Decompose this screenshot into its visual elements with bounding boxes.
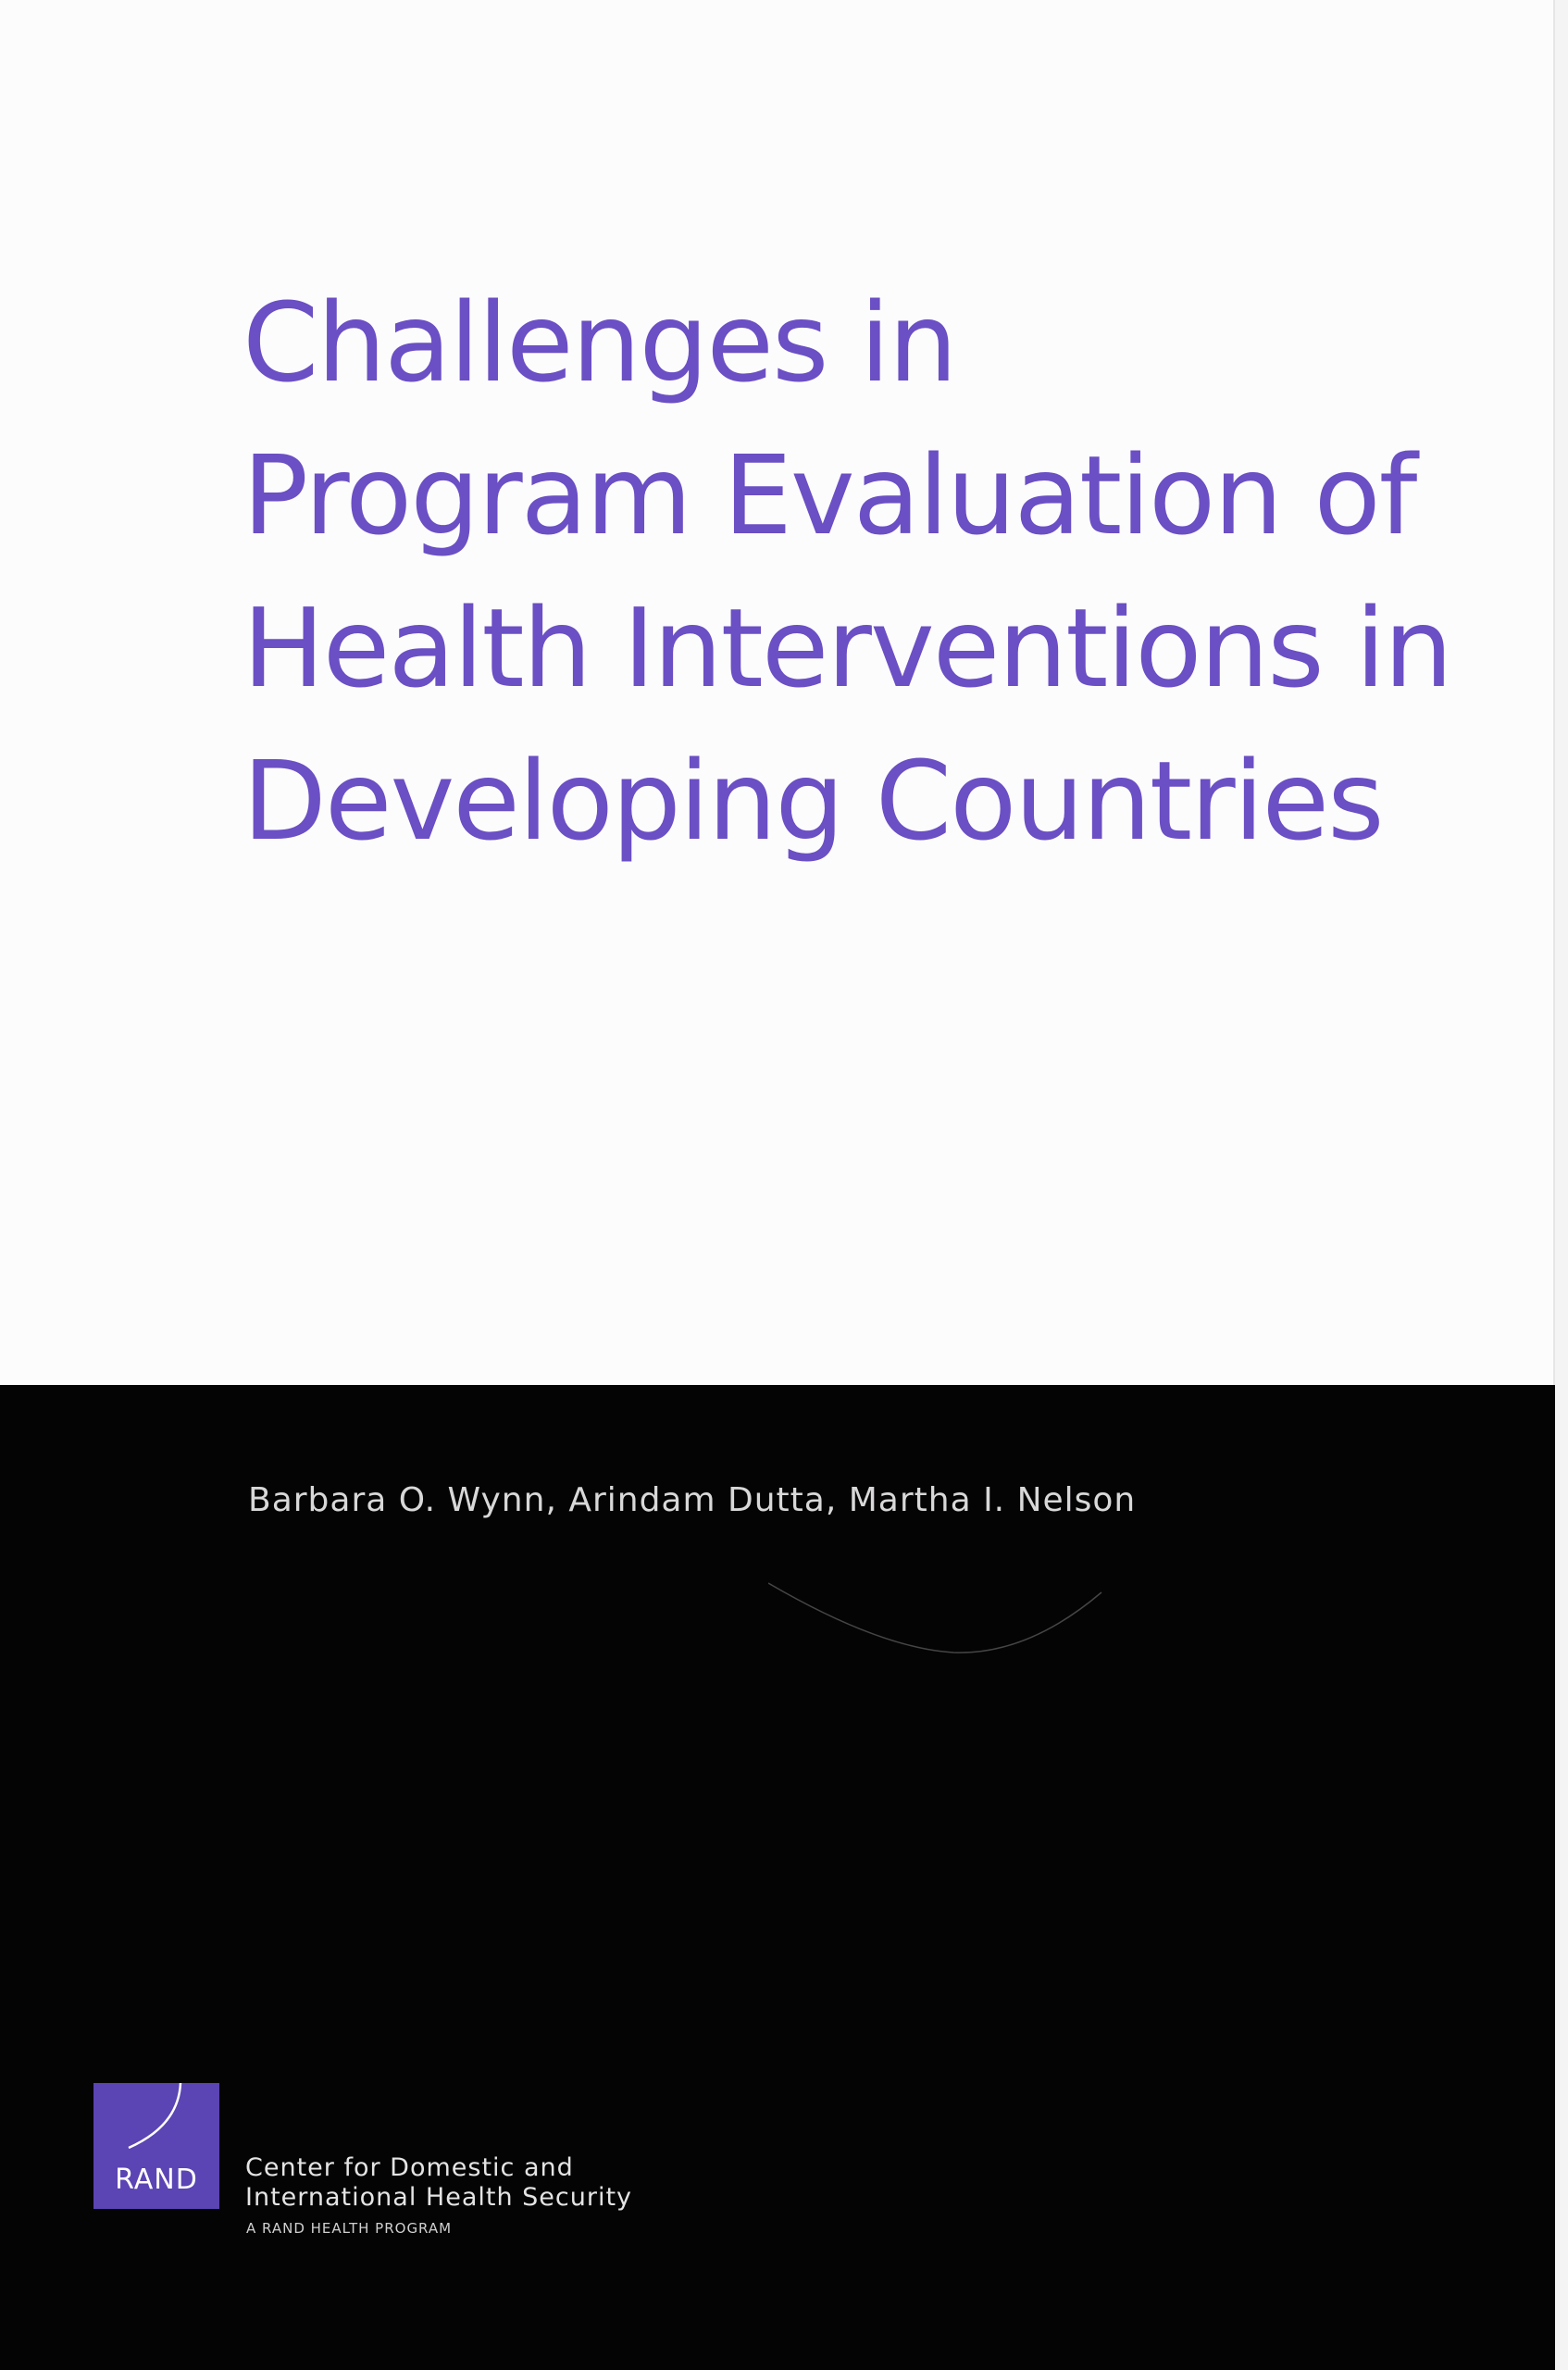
author-band [0, 1385, 1555, 2370]
page-edge [1553, 0, 1568, 2370]
center-line-2: International Health Security [245, 2183, 633, 2212]
scratch-mark [768, 1574, 1120, 1657]
title-line-1: Challenges in [243, 279, 956, 406]
center-line-1: Center for Domestic and [245, 2153, 574, 2182]
rand-logo-text: RAND [115, 2164, 198, 2196]
program-name: A RAND HEALTH PROGRAM [246, 2220, 453, 2237]
title-line-2: Program Evaluation of [243, 431, 1416, 559]
rand-logo [93, 2083, 219, 2209]
authors: Barbara O. Wynn, Arindam Dutta, Martha I. Nelson [248, 1481, 1137, 1519]
publisher-center [245, 2153, 632, 2213]
title-line-3: Health Interventions in [243, 584, 1451, 712]
title-line-4: Developing Countries [243, 737, 1383, 865]
book-title [243, 267, 1451, 878]
